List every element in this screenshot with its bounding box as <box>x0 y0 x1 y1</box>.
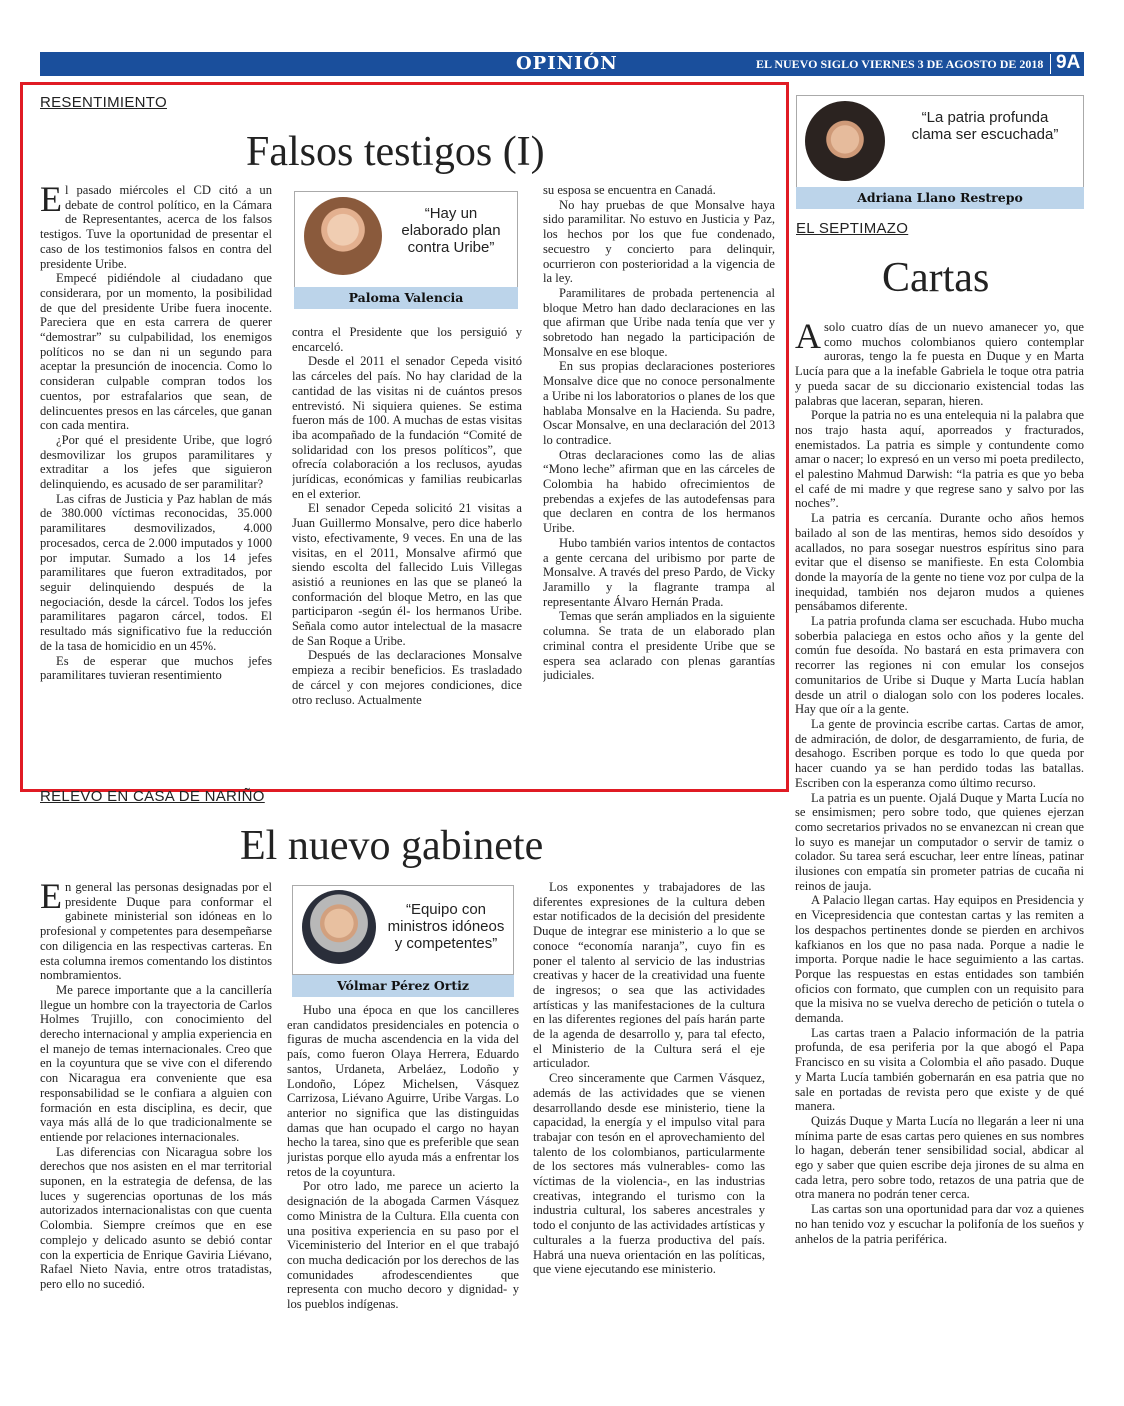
page-number: 9A <box>1056 52 1081 73</box>
paragraph: Las cartas son una oportunidad para dar voz a quienes no han tenido voz y escuchar la polifonía de los sueños y anhelos de la patria periférica. <box>795 1202 1084 1246</box>
paragraph: Las cartas traen a Palacio información de la patria profunda, de esa periferia por la que abogó el Papa Francisco en su visita a Colombia el año pasado. Duque y Marta Lucía también gobernarán en esa patria que no sale en portadas de revista pero que existe y de qué manera. <box>795 1025 1084 1114</box>
paragraph: La patria profunda clama ser escuchada. Hubo mucha soberbia palaciega en estos ocho años y la gente del común fue desoída. No bastará en esta primavera con recorrer las regiones ni con emular los consejos comunitarios de Uribe si Duque y Marta Lucía hablan desde un atril o dialogan solo con los poderes locales. Hay que oír a la gente. <box>795 614 1084 717</box>
author-photo <box>304 197 382 275</box>
newspaper-dateline: EL NUEVO SIGLO VIERNES 3 DE AGOSTO DE 2018 <box>756 57 1044 71</box>
pull-quote-text: “Equipo con ministros idóneos y competentes” <box>387 901 505 952</box>
article2-column-3 <box>533 880 765 1355</box>
article3-kicker: EL SEPTIMAZO <box>796 220 909 237</box>
author-photo <box>805 101 885 181</box>
paragraph: Otras declaraciones como las de alias “Mono leche” afirman que en las cárceles de Colombia ha habido ofrecimientos de prebendas a exjefes de las autodefensas para que declaren en contra de los hermanos Uribe. <box>543 447 775 536</box>
drop-cap: E <box>40 183 62 219</box>
article1-column-3 <box>543 183 775 773</box>
article1-column-1 <box>40 183 272 773</box>
header-divider <box>1050 54 1051 74</box>
paragraph: En sus propias declaraciones posteriores Monsalve dice que no conoce personalmente a Uribe ni los laboratorios o planes de los que hablaba Monsalve en la Hacienda. Su padre, Oscar Monsalve, en una declaración del 2013 lo contradice. <box>543 359 775 447</box>
paragraph: La patria es un puente. Ojalá Duque y Marta Lucía no se ensimismen; pero sobre todo, que quienes ejerzan como secretarios privados no se envanezcan ni crean que lo suyo es manejar un computador o servir de tamiz o colador. Su tarea será escuchar, leer entre líneas, patinar ilusiones con empatía sin prometer patrias de cucaña ni reinos de jauja. <box>795 790 1084 893</box>
article2-column-2 <box>287 1003 519 1355</box>
article3-title: Cartas <box>882 255 990 301</box>
paragraph: Me parece importante que a la cancillería llegue un hombre con la trayectoria de Carlos Holmes Trujillo, con conocimiento del derecho internacional y amplia experiencia en el manejo de temas internacionales. Creo que en la coyuntura que se vive con el diferendo con Nicaragua era conveniente que esa responsabilidad se le confiara a alguien con formación en esta disciplina, es decir, que vaya más allá de lo que tradicionalmente se entiende por relaciones internacionales. <box>40 982 272 1144</box>
paragraph: Hubo una época en que los cancilleres eran candidatos presidenciales en potencia o figuras de mucha ascendencia en la vida del país, como fueron Olaya Herrera, Eduardo santos, Urdaneta, Arbeláez, Lodoño y Londoño, López Michelsen, Vásquez Carrizosa, Liévano Aguirre, Uribe Vargas. Lo anterior no significa que las distinguidas damas que han ocupado el cargo no hayan hecho la tarea, sino que es preferible que sean juristas porque ello ayuda más a enfrentar los retos de la coyuntura. <box>287 1003 519 1179</box>
paragraph: A Palacio llegan cartas. Hay equipos en Presidencia y en Vicepresidencia que contestan cartas y las remiten a los despachos pertinentes donde se pierden en archivos kafkianos en los que no pasa nada. Porque a nadie le importa. Porque nadie le hace seguimiento a las cartas. Porque las respuestas en estas entidades son también oficios con formato, que cumplen con un requisito para que la misiva no se vuelva derecho de petición o tutela o demanda. <box>795 893 1084 1026</box>
paragraph: Las diferencias con Nicaragua sobre los derechos que nos asisten en el mar territorial suponen, en la estrategia de defensa, de las luces y sugerencias oportunas de los más autorizados internacionalistas con que cuenta Colombia. Siempre creímos que en ese complejo y delicado asunto se debió contar con la experticia de Enrique Gaviria Liévano, Rafael Nieto Navia, entre otros tratadistas, pero ello no sucedió. <box>40 1144 272 1291</box>
paragraph: El pasado miércoles el CD citó a un debate de control político, en la Cámara de Representantes, acerca de los falsos testigos. Tuve la oportunidad de presentar el caso de los testimonios falsos en contra del presidente Uribe. <box>40 183 272 271</box>
paragraph: Desde el 2011 el senador Cepeda visitó las cárceles del país. No hay claridad de la cantidad de las visitas ni de cuántos presos entrevistó. Ni siquiera quienes. Se estima fueron más de 100. A muchas de estas visitas iba acompañado de la fundación “Comité de solidaridad con los presos políticos”, que ofrecía colaboración a los reclusos, ayudas jurídicas, económicas y familias reubicarlas en el exterior. <box>292 354 522 501</box>
paragraph: La patria es cercanía. Durante ocho años hemos bailado al son de las mentiras, hemos sido desoídos y acallados, no para sosegar nuestros espíritus sino para evitar que el disenso se manifieste. En esta Colombia donde la mayoría de la gente no tiene voz por culpa de la inequidad, también nos dejaron mudos a quienes pensábamos diferente. <box>795 511 1084 614</box>
paragraph: Paramilitares de probada pertenencia al bloque Metro han dado declaraciones en las que afirman que Uribe nada tenía que ver y sobretodo han negado la participación de Monsalve en ese bloque. <box>543 285 775 359</box>
article2-column-1 <box>40 880 272 1355</box>
paragraph: No hay pruebas de que Monsalve haya sido paramilitar. No estuvo en Justicia y Paz, los hechos por los que fue condenado, secuestro y concierto para delinquir, ocurrieron con posterioridad a la vigencia de la ley. <box>543 197 775 286</box>
paragraph: Hubo también varios intentos de contactos a gente cercana del uribismo por parte de Monsalve. A través del preso Pardo, de Vicky Jaramillo y la flagrante trampa al representante Álvaro Hernán Prada. <box>543 535 775 609</box>
paragraph: Quizás Duque y Marta Lucía no llegarán a leer ni una mínima parte de esas cartas pero quienes en sus nombres lo hagan, deberán tener sensibilidad social, abdicar al ego y saber que quien escribe deja jirones de su alma en cada letra, pero sobre todo, retazos de una patria que de otra manera no podrán tener cerca. <box>795 1113 1084 1202</box>
paragraph: El senador Cepeda solicitó 21 visitas a Juan Guillermo Monsalve, pero dice haberlo visto, efectivamente, 9 veces. En una de las visitas, en el 2011, Monsalve afirmó que siendo escolta del fallecido Luis Villegas asistió a reuniones en las que se planeó la conformación del bloque Metro, en las que participaron -según él- los hermanos Uribe. Señala como autor intelectual de la masacre de San Roque a Uribe. <box>292 501 522 648</box>
pull-quote-text: “Hay un elaborado plan contra Uribe” <box>401 205 501 256</box>
paragraph: Por otro lado, me parece un acierto la designación de la abogada Carmen Vásquez como Ministra de la Cultura. Ella cuenta con una positiva experiencia en su paso por el Viceministerio del Interior en el que trabajó con mucha dedicación por los derechos de las comunidades afrodescendientes que representa con mucho decoro y dignidad- y los pueblos indígenas. <box>287 1179 519 1312</box>
article1-pull-quote <box>294 191 518 311</box>
paragraph: Creo sinceramente que Carmen Vásquez, además de las actividades que se vienen desarrollando desde ese ministerio, tiene la capacidad, la energía y el impulso vital para trabajar con tesón en el aprovechamiento del talento de los colombianos, particularmente de los sectores más vulnerables- como las víctimas de la violencia-, en las industrias creativas, integrando el turismo con la industria cultural, los saberes ancestrales y todo el conjunto de las actividades artísticas y culturales a la fuerza productiva del país. Habrá una nueva orientación en las políticas, que viene ejecutando ese ministerio. <box>533 1071 765 1277</box>
article3-pull-quote <box>796 95 1084 211</box>
drop-cap: A <box>795 320 821 356</box>
article1-column-2 <box>292 325 522 773</box>
drop-cap: E <box>40 880 62 916</box>
article1-kicker: RESENTIMIENTO <box>40 94 167 111</box>
paragraph: Los exponentes y trabajadores de las diferentes expresiones de la cultura deben estar notificados de la decisión del presidente Duque de integrar ese ministerio a lo que se conoce “economía naranja”, cuyo fin es poner el talento al servicio de las industrias creativas y hacer de la creatividad una fuente de ingresos; o sea que las actividades artísticas y las manifestaciones de la cultura en las diferentes regiones del país harán parte de la agenda de desarrollo y, para tal efecto, el Ministerio de la Cultura será el eje articulador. <box>533 880 765 1071</box>
paragraph: Asolo cuatro días de un nuevo amanecer yo, que como muchos colombianos quiero contemplar auroras, tengo la fe puesta en Duque y en Marta Lucía para que a la inefable Gabriela le toque otra patria y pueda sacar de su diccionario existencial todas las palabras que laceran, separan, hieren. <box>795 320 1084 408</box>
paragraph: Empecé pidiéndole al ciudadano que considerara, por un momento, la posibilidad de que del presidente Uribe fuera inocente. Pareciera que en esta carrera de querer “demostrar” su culpabilidad, los enemigos políticos no se dan ni un segundo para aceptar la presunción de inocencia. Como lo consideran culpable compran todos los cuentos, por estrafalarios que sean, de delincuentes presos en las cárceles, que ganan con cada mentira. <box>40 271 272 433</box>
paragraph: contra el Presidente que los persiguió y encarceló. <box>292 325 522 354</box>
paragraph: su esposa se encuentra en Canadá. <box>543 183 716 197</box>
author-name: Paloma Valencia <box>294 287 518 309</box>
pull-quote-text: “La patria profunda clama ser escuchada” <box>911 109 1059 143</box>
article2-kicker: RELEVO EN CASA DE NARIÑO <box>40 788 265 805</box>
author-photo <box>302 890 376 964</box>
article3-column <box>795 320 1084 1350</box>
page-header <box>40 52 1084 76</box>
article1-title: Falsos testigos (I) <box>246 129 545 175</box>
paragraph: Es de esperar que muchos jefes paramilitares tuvieran resentimiento <box>40 653 272 683</box>
paragraph: Las cifras de Justicia y Paz hablan de más de 380.000 víctimas reconocidas, 35.000 paramilitares desmovilizados, 4.000 procesados, cerca de 2.000 imputados y 1000 por imputar. Sumado a los 14 jefes paramilitares que fueron extraditados, por seguir delinquiendo después de la negociación, desde la cárcel. Todos los jefes paramilitares pagaron cárcel, todos. El resultado más significativo fue la reducción de la tasa de homicidio en un 45%. <box>40 491 272 653</box>
article2-title: El nuevo gabinete <box>240 823 544 869</box>
paragraph: En general las personas designadas por el presidente Duque para conformar el gabinete ministerial son idóneas en lo profesional y competentes para desempeñarse con diligencia en las respectivas carteras. En esta columna iremos comentando los distintos nombramientos. <box>40 880 272 983</box>
author-name: Vólmar Pérez Ortiz <box>292 975 514 997</box>
section-title: OPINIÓN <box>516 53 618 74</box>
paragraph: Después de las declaraciones Monsalve empieza a recibir beneficios. Es trasladado de cárcel y con mejores condiciones, dice otro recluso. Actualmente <box>292 648 522 707</box>
author-name: Adriana Llano Restrepo <box>796 187 1084 209</box>
paragraph: Porque la patria no es una entelequia ni la palabra que nos trajo hasta aquí, aporreados y fracturados, enemistados. La patria es simple y contundente como amar o nacer; lo expresó en un verso mi poeta predilecto, el palestino Mahmud Darwish: “la patria es que yo beba el café de mi madre y que regrese sano y salvo por las noches”. <box>795 408 1084 511</box>
paragraph: Temas que serán ampliados en la siguiente columna. Se trata de un elaborado plan criminal contra el presidente Uribe que se espera sea aclarado con plenas garantías judiciales. <box>543 609 775 683</box>
paragraph: La gente de provincia escribe cartas. Cartas de amor, de admiración, de dolor, de desgarramiento, de furia, de desahogo. Escriben porque es todo lo que queda por hacer cuando ya se han perdido todas las batallas. Escriben con la esperanza como último recurso. <box>795 716 1084 790</box>
paragraph: ¿Por qué el presidente Uribe, que logró desmovilizar los grupos paramilitares y extraditar a los jefes que siguieron delinquiendo, es acusado de ser paramilitar? <box>40 432 272 492</box>
article2-pull-quote <box>292 885 514 997</box>
